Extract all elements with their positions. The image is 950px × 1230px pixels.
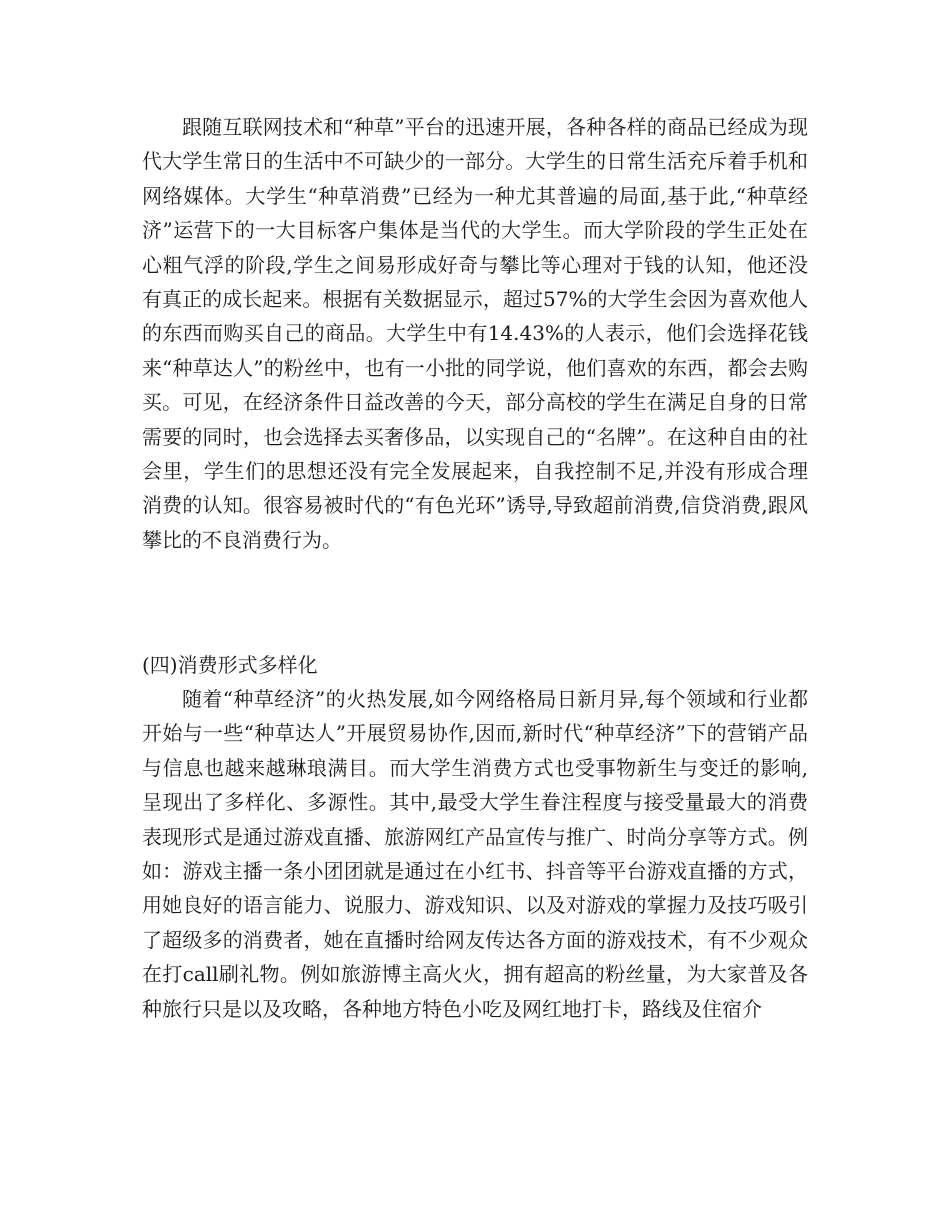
body-paragraph-1: 跟随互联网技术和“种草”平台的迅速开展，各种各样的商品已经成为现代大学生常日的生活中不可缺少的一部分。大学生的日常生活充斥着手机和网络媒体。大学生“种草消费”已经为一种尤其普遍的局面,基于此,“种草经济”运营下的一大目标客户集体是当代的大学生。而大学阶段的学生正处在心粗气浮的阶段,学生之间易形成好奇与攀比等心理对于钱的认知，他还没有真正的成长起来。根据有关数据显示，超过57%的大学生会因为喜欢他人的东西而购买自己的商品。大学生中有14.43%的人表示，他们会选择花钱来“种草达人”的粉丝中，也有一小批的同学说，他们喜欢的东西，都会去购买。可见，在经济条件日益改善的今天，部分高校的学生在满足自身的日常需要的同时，也会选择去买奢侈品，以实现自己的“名牌”。在这种自由的社会里，学生们的思想还没有完全发展起来，自我控制不足,并没有形成合理消费的认知。很容易被时代的“有色光环”诱导,导致超前消费,信贷消费,跟风攀比的不良消费行为。 — [142, 115, 808, 552]
section-heading: (四)消费形式多样化 — [142, 653, 318, 677]
body-paragraph-2: 随着“种草经济”的火热发展,如今网络格局日新月异,每个领域和行业都开始与一些“种草达人”开展贸易协作,因而,新时代“种草经济”下的营销产品与信息也越来越琳琅满目。而大学生消费方式也受事物新生与变迁的影响,呈现出了多样化、多源性。其中,最受大学生眷注程度与接受量最大的消费表现形式是通过游戏直播、旅游网红产品宣传与推广、时尚分享等方式。例如：游戏主播一条小团团就是通过在小红书、抖音等平台游戏直播的方式，用她良好的语言能力、说服力、游戏知识、以及对游戏的掌握力及技巧吸引了超级多的消费者，她在直播时给网友传达各方面的游戏技术，有不少观众在打call刷礼物。例如旅游博主高火火，拥有超高的粉丝量，为大家普及各种旅行只是以及攻略，各种地方特色小吃及网红地打卡，路线及住宿介 — [142, 687, 808, 1021]
